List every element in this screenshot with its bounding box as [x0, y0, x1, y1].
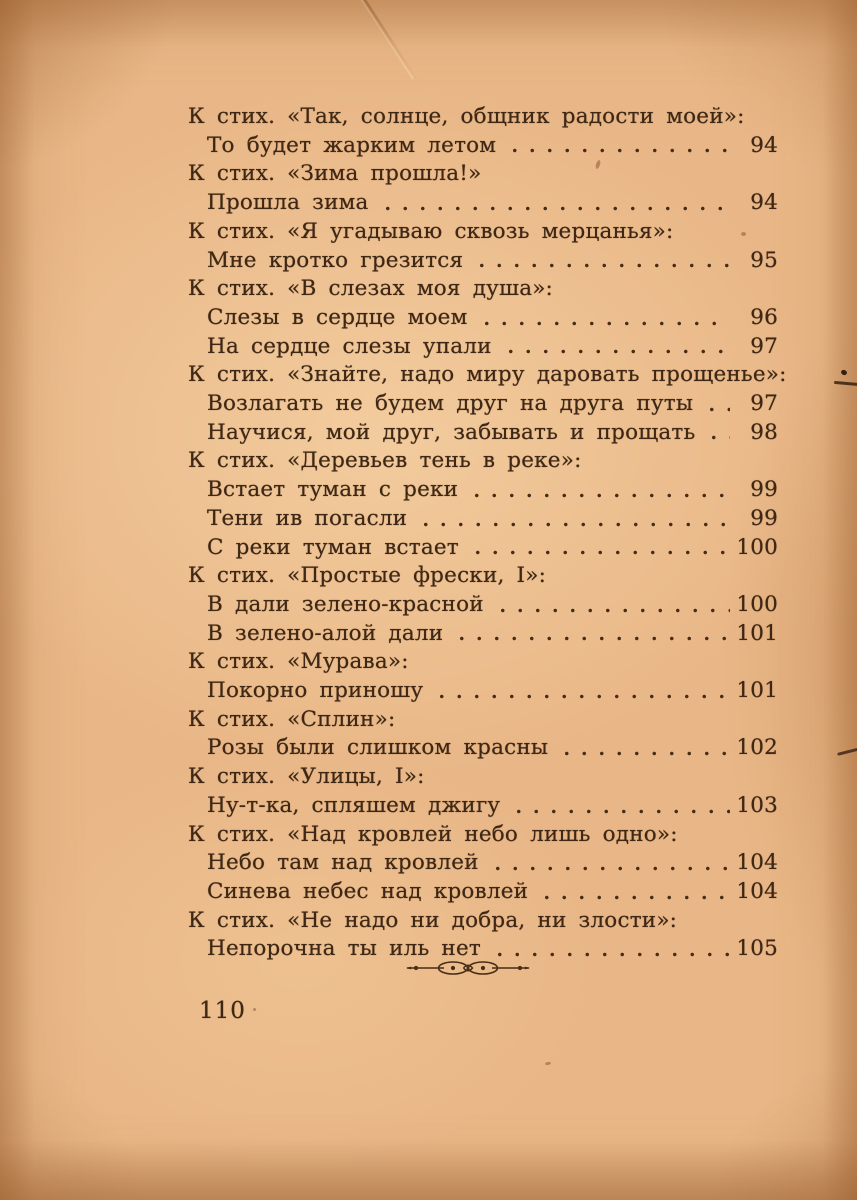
dot-leader — [469, 247, 730, 276]
edge-ink-mark — [840, 369, 848, 376]
toc-entry — [188, 878, 778, 907]
toc-entry — [188, 591, 778, 620]
dot-leader — [502, 132, 730, 161]
toc-header: К стих. «Улицы, I»: — [188, 764, 425, 790]
paper-speck — [741, 232, 746, 236]
toc-entry-title: Ну-т-ка, спляшем джигу — [207, 792, 501, 818]
toc-entry-page: 103 — [736, 792, 778, 818]
dot-leader — [490, 591, 730, 620]
toc-entry-page: 105 — [736, 936, 778, 962]
toc-entry — [188, 189, 778, 218]
toc-entry-title: Розы были слишком красны — [207, 735, 549, 761]
paper-speck — [253, 1008, 256, 1011]
toc-entry-page: 98 — [750, 419, 778, 445]
toc-entry-title: Слезы в сердце моем — [207, 304, 468, 330]
dot-leader — [413, 505, 730, 534]
toc-entry-page: 100 — [736, 534, 778, 560]
dot-leader — [485, 849, 730, 878]
dot-leader — [506, 792, 730, 821]
dot-leader — [449, 620, 730, 649]
dot-leader — [699, 390, 730, 419]
toc-entry-page: 97 — [750, 333, 778, 359]
toc-entry-page: 104 — [736, 850, 778, 876]
toc-entry-title: Покорно приношу — [207, 678, 424, 704]
toc-header: К стих. «Не надо ни добра, ни злости»: — [188, 907, 678, 933]
toc-entry-page: 95 — [750, 247, 778, 273]
toc-entry-page: 96 — [750, 304, 778, 330]
edge-ink-mark — [837, 747, 857, 755]
edge-ink-mark — [834, 381, 857, 386]
toc-entry — [188, 304, 778, 333]
toc-entry — [188, 792, 778, 821]
toc-header: К стих. «В слезах моя душа»: — [188, 276, 554, 302]
toc-entry-page: 94 — [750, 190, 778, 216]
toc-entry — [188, 734, 778, 763]
dot-leader — [474, 304, 730, 333]
dot-leader — [498, 333, 730, 362]
toc-header: К стих. «Мурава»: — [188, 649, 409, 675]
page-number: 110 — [199, 998, 246, 1024]
toc-entry-page: 94 — [750, 132, 778, 158]
dot-leader — [375, 189, 730, 218]
toc-entry-title: С реки туман встает — [207, 534, 459, 560]
toc-entry — [188, 132, 778, 161]
paper-speck — [545, 1062, 551, 1066]
dot-leader — [464, 476, 730, 505]
toc-entry-page: 101 — [736, 620, 778, 646]
dot-leader — [465, 534, 730, 563]
toc-entry-page: 100 — [736, 591, 778, 617]
dot-leader — [429, 677, 730, 706]
toc-entry — [188, 390, 778, 419]
toc-header: К стих. «Деревьев тень в реке»: — [188, 448, 582, 474]
toc-entry-title: В дали зелено-красной — [207, 591, 484, 617]
toc-entry-title: Тени ив погасли — [207, 505, 408, 531]
toc-entry-page: 101 — [736, 678, 778, 704]
toc-entry-page: 97 — [750, 391, 778, 417]
toc-header: К стих. «Так, солнце, общник радости моей»: — [188, 104, 745, 129]
toc-entry-title: Научися, мой друг, забывать и прощать — [207, 419, 696, 445]
toc-entry — [188, 849, 778, 878]
toc-entry — [188, 247, 778, 276]
toc-entry — [188, 476, 778, 505]
toc-entry-title: Возлагать не будем друг на друга путы — [207, 391, 694, 417]
dot-leader — [534, 878, 730, 907]
toc-entry — [188, 620, 778, 649]
toc-header: К стих. «Зима прошла!» — [188, 161, 482, 187]
table-of-contents — [188, 103, 787, 964]
toc-header: К стих. «Я угадываю сквозь мерцанья»: — [188, 218, 674, 244]
toc-entry — [188, 677, 778, 706]
dot-leader — [701, 419, 730, 448]
toc-entry-page: 102 — [736, 735, 778, 761]
toc-entry — [188, 534, 778, 563]
toc-entry-page: 99 — [750, 505, 778, 531]
toc-entry-title: В зелено-алой дали — [207, 620, 444, 646]
toc-header: К стих. «Над кровлей небо лишь одно»: — [188, 821, 678, 847]
toc-entry-title: Встает туман с реки — [207, 477, 459, 503]
toc-entry-page: 104 — [736, 878, 778, 904]
paper-crease — [352, 0, 416, 80]
toc-header: К стих. «Знайте, надо миру даровать прощенье»: — [188, 362, 787, 388]
toc-entry-title: Небо там над кровлей — [207, 850, 479, 876]
toc-entry — [188, 419, 778, 448]
toc-entry-page: 99 — [750, 477, 778, 503]
toc-entry — [188, 505, 778, 534]
toc-entry-title: Мне кротко грезится — [207, 247, 464, 273]
toc-entry — [188, 333, 778, 362]
toc-entry-title: То будет жарким летом — [207, 132, 497, 158]
toc-entry-title: На сердце слезы упали — [207, 333, 492, 359]
toc-header: К стих. «Сплин»: — [188, 706, 396, 732]
toc-entry-title: Прошла зима — [207, 190, 369, 216]
toc-header: К стих. «Простые фрески, I»: — [188, 563, 547, 589]
toc-entry-title: Синева небес над кровлей — [207, 878, 529, 904]
toc-entry-title: Непорочна ты иль нет — [207, 936, 481, 962]
dot-leader — [554, 734, 730, 763]
chain-rule-divider-icon — [406, 956, 530, 980]
